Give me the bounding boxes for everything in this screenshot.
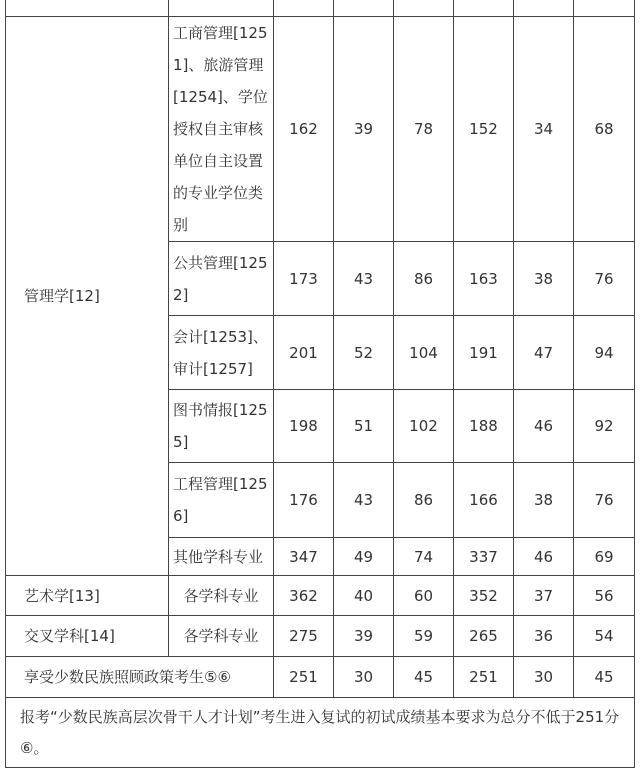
value-cell: 52 — [334, 316, 394, 390]
subject-cell: 工程管理[1256] — [169, 463, 274, 538]
value-cell: 51 — [334, 390, 394, 463]
value-cell: 60 — [394, 576, 454, 616]
value-cell: 102 — [394, 390, 454, 463]
table-row-cut-top — [6, 0, 635, 17]
value-cell: 163 — [454, 242, 514, 316]
value-cell: 30 — [334, 657, 394, 698]
cell-empty — [6, 0, 169, 17]
subject-cell: 各学科专业 — [169, 616, 274, 657]
value-cell: 54 — [574, 616, 635, 657]
value-cell: 188 — [454, 390, 514, 463]
minority-label-cell: 享受少数民族照顾政策考生⑤⑥ — [6, 657, 274, 698]
value-cell: 45 — [574, 657, 635, 698]
table-row-minority — [6, 657, 635, 698]
value-cell: 76 — [574, 242, 635, 316]
value-cell: 38 — [514, 463, 574, 538]
value-cell: 43 — [334, 463, 394, 538]
value-cell: 173 — [274, 242, 334, 316]
value-cell: 40 — [334, 576, 394, 616]
table-row-mgmt-1 — [6, 17, 635, 242]
value-cell: 68 — [574, 17, 635, 242]
value-cell: 265 — [454, 616, 514, 657]
table-row-art — [6, 576, 635, 616]
cell-empty — [394, 0, 454, 17]
subject-cell: 会计[1253]、审计[1257] — [169, 316, 274, 390]
value-cell: 92 — [574, 390, 635, 463]
value-cell: 49 — [334, 538, 394, 576]
value-cell: 43 — [334, 242, 394, 316]
value-cell: 34 — [514, 17, 574, 242]
value-cell: 251 — [454, 657, 514, 698]
value-cell: 104 — [394, 316, 454, 390]
cell-empty — [574, 0, 635, 17]
value-cell: 38 — [514, 242, 574, 316]
value-cell: 59 — [394, 616, 454, 657]
value-cell: 45 — [394, 657, 454, 698]
subject-cell: 图书情报[1255] — [169, 390, 274, 463]
table-row-cross — [6, 616, 635, 657]
value-cell: 352 — [454, 576, 514, 616]
value-cell: 198 — [274, 390, 334, 463]
value-cell: 86 — [394, 242, 454, 316]
category-cell-cross: 交叉学科[14] — [6, 616, 169, 657]
value-cell: 69 — [574, 538, 635, 576]
cell-empty — [274, 0, 334, 17]
value-cell: 162 — [274, 17, 334, 242]
category-cell-mgmt: 管理学[12] — [6, 17, 169, 576]
value-cell: 46 — [514, 538, 574, 576]
value-cell: 37 — [514, 576, 574, 616]
value-cell: 347 — [274, 538, 334, 576]
value-cell: 39 — [334, 17, 394, 242]
cell-empty — [334, 0, 394, 17]
value-cell: 78 — [394, 17, 454, 242]
value-cell: 166 — [454, 463, 514, 538]
value-cell: 46 — [514, 390, 574, 463]
value-cell: 39 — [334, 616, 394, 657]
value-cell: 36 — [514, 616, 574, 657]
value-cell: 30 — [514, 657, 574, 698]
cell-empty — [514, 0, 574, 17]
value-cell: 191 — [454, 316, 514, 390]
value-cell: 275 — [274, 616, 334, 657]
subject-cell: 各学科专业 — [169, 576, 274, 616]
subject-cell: 工商管理[1251]、旅游管理[1254]、学位授权自主审核单位自主设置的专业学位类别 — [169, 17, 274, 242]
value-cell: 152 — [454, 17, 514, 242]
category-cell-art: 艺术学[13] — [6, 576, 169, 616]
value-cell: 176 — [274, 463, 334, 538]
subject-cell: 其他学科专业 — [169, 538, 274, 576]
table-row-note — [6, 698, 635, 768]
value-cell: 94 — [574, 316, 635, 390]
value-cell: 47 — [514, 316, 574, 390]
value-cell: 251 — [274, 657, 334, 698]
subject-cell: 公共管理[1252] — [169, 242, 274, 316]
value-cell: 74 — [394, 538, 454, 576]
value-cell: 362 — [274, 576, 334, 616]
value-cell: 76 — [574, 463, 635, 538]
note-cell: 报考“少数民族高层次骨干人才计划”考生进入复试的初试成绩基本要求为总分不低于251分⑥。 — [6, 698, 635, 768]
value-cell: 56 — [574, 576, 635, 616]
value-cell: 337 — [454, 538, 514, 576]
value-cell: 201 — [274, 316, 334, 390]
score-table — [5, 0, 635, 768]
cell-empty — [454, 0, 514, 17]
cell-empty — [169, 0, 274, 17]
value-cell: 86 — [394, 463, 454, 538]
